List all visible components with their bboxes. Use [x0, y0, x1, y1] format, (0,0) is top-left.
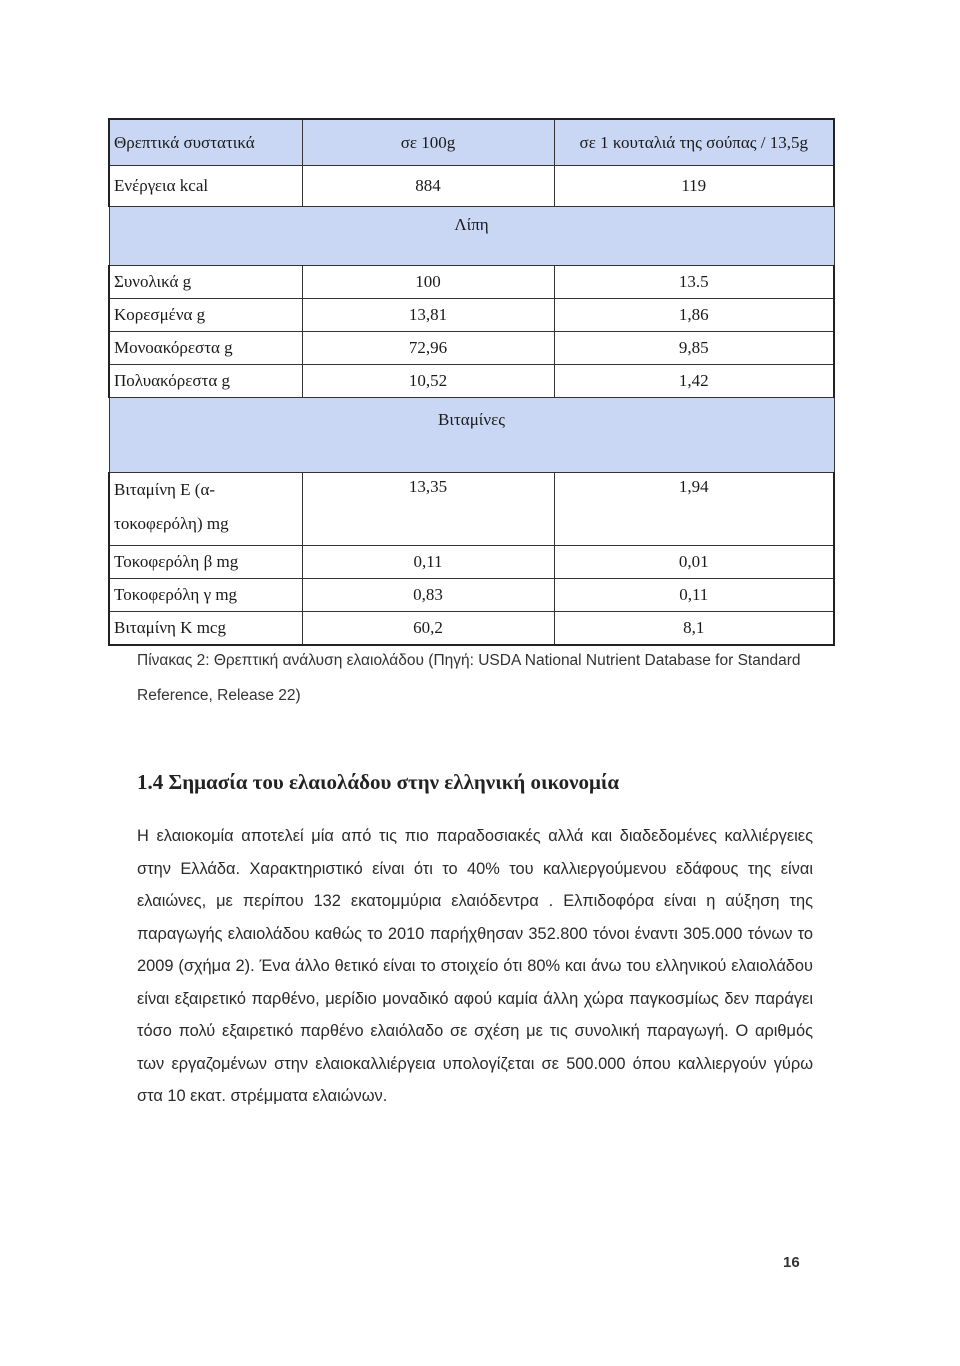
row-label: Βιταμίνη Κ mcg: [109, 612, 302, 646]
section-title-fats: Λίπη: [109, 207, 834, 266]
header-nutrients: Θρεπτικά συστατικά: [109, 119, 302, 166]
row-label: Τοκοφερόλη γ mg: [109, 579, 302, 612]
section-title-vitamins: Βιταμίνες: [109, 398, 834, 473]
row-value-tablespoon: 0,11: [554, 579, 834, 612]
row-label: Τοκοφερόλη β mg: [109, 546, 302, 579]
table-row: [109, 299, 834, 332]
row-value-100g: 884: [302, 166, 554, 207]
table-row: [109, 332, 834, 365]
section-row-vitamins: [109, 398, 834, 473]
table-row: [109, 166, 834, 207]
body-paragraph: Η ελαιοκομία αποτελεί μία από τις πιο παραδοσιακές αλλά και διαδεδομένες καλλιέργειες στην Ελλάδα. Χαρακτηριστικό είναι ότι το 40% του καλλιεργούμενου εδάφους της είναι ελαιώνες, με περίπου 132 εκατομμύρια ελαιόδεντρα . Ελπιδοφόρα είναι η αύξηση της παραγωγής ελαιολάδου καθώς το 2010 παρήχθησαν 352.800 τόνοι έναντι 305.000 τόνων το 2009 (σχήμα 2). Ένα άλλο θετικό είναι το στοιχείο ότι 80% και άνω του ελληνικού ελαιολάδου είναι εξαιρετικό παρθένο, μερίδιο μοναδικό αφού καμία άλλη χώρα παγκοσμίως δεν παράγει τόσο πολύ εξαιρετικό παρθένο ελαιόλαδο σε σχέση με τις συνολική παραγωγή. Ο αριθμός των εργαζομένων στην ελαιοκαλλιέργεια υπολογίζεται σε 500.000 όπου καλλιεργούν γύρω στα 10 εκατ. στρέμματα ελαιώνων.: [137, 827, 813, 1105]
row-label: Συνολικά g: [109, 266, 302, 299]
row-value-100g: 10,52: [302, 365, 554, 398]
table-header-row: [109, 119, 834, 166]
table-row: [109, 473, 834, 546]
table-row: [109, 546, 834, 579]
row-label: Μονοακόρεστα g: [109, 332, 302, 365]
row-value-100g: 13,35: [302, 473, 554, 546]
table-row: [109, 365, 834, 398]
page-number: 16: [783, 1254, 800, 1271]
row-value-100g: 100: [302, 266, 554, 299]
section-row-fats: [109, 207, 834, 266]
row-value-tablespoon: 13.5: [554, 266, 834, 299]
row-label: Βιταμίνη Ε (α-τοκοφερόλη) mg: [109, 473, 302, 546]
row-label: Ενέργεια kcal: [109, 166, 302, 207]
table-row: [109, 266, 834, 299]
row-value-tablespoon: 1,94: [554, 473, 834, 546]
row-value-100g: 72,96: [302, 332, 554, 365]
section-heading: 1.4 Σημασία του ελαιολάδου στην ελληνική οικονομία: [137, 770, 620, 794]
row-value-tablespoon: 1,42: [554, 365, 834, 398]
row-value-100g: 0,83: [302, 579, 554, 612]
row-value-tablespoon: 119: [554, 166, 834, 207]
row-value-tablespoon: 8,1: [554, 612, 834, 646]
row-value-100g: 13,81: [302, 299, 554, 332]
row-value-100g: 60,2: [302, 612, 554, 646]
row-value-tablespoon: 0,01: [554, 546, 834, 579]
row-value-tablespoon: 9,85: [554, 332, 834, 365]
row-value-tablespoon: 1,86: [554, 299, 834, 332]
table-caption: Πίνακας 2: Θρεπτική ανάλυση ελαιολάδου (Πηγή: USDA National Nutrient Database for Standard Reference, Release 22): [137, 652, 801, 704]
row-label: Κορεσμένα g: [109, 299, 302, 332]
nutrition-table: [108, 118, 835, 646]
table-row: [109, 612, 834, 646]
header-per-100g: σε 100g: [302, 119, 554, 166]
row-value-100g: 0,11: [302, 546, 554, 579]
header-per-tablespoon: σε 1 κουταλιά της σούπας / 13,5g: [554, 119, 834, 166]
row-label: Πολυακόρεστα g: [109, 365, 302, 398]
table-row: [109, 579, 834, 612]
